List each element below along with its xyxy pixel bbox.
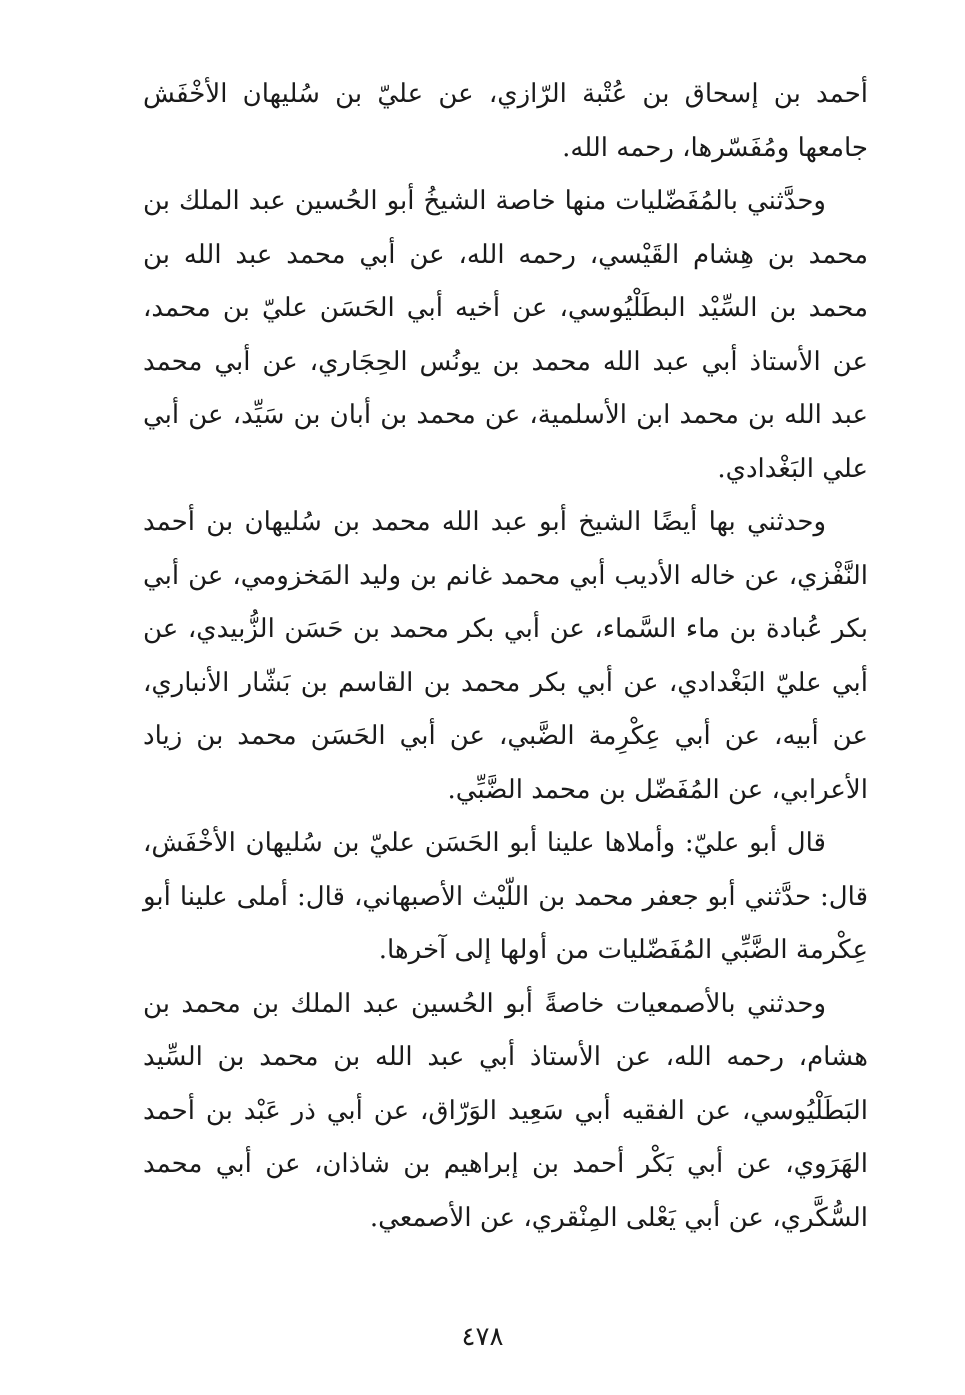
body-text <box>143 68 868 1245</box>
paragraph-4: قال أبو عليّ: وأملاها علينا أبو الحَسَن عليّ بن سُليهان الأخْفَش، قال: حدَّثني أبو جعفر محمد بن اللّيْث الأصبهاني، قال: أملى علينا أبو عِكْرمة الضَّبِّي المُفَضّليات من أولها إلى آخرها. <box>143 828 868 965</box>
paragraph-2: وحدَّثني بالمُفَضّليات منها خاصة الشيخُ أبو الحُسين عبد الملك بن محمد بن هِشام القَيْسي، رحمه الله، عن أبي محمد عبد الله بن محمد بن السِّيْد البطَلْيُوسي، عن أخيه أبي الحَسَن عليّ بن محمد، عن الأستاذ أبي عبد الله محمد بن يونُس الحِجَاري، عن أبي محمد عبد الله بن محمد ابن الأسلمية، عن محمد بن أبان بن سَيِّد، عن أبي علي البَغْدادي. <box>143 186 868 484</box>
page-number: ٤٧٨ <box>461 1322 504 1352</box>
paragraph-1: أحمد بن إسحاق بن عُتْبة الرّازي، عن عليّ بن سُليهان الأخْفَش جامعها ومُفَسّرها، رحمه الله. <box>143 79 868 163</box>
paragraph-5: وحدثني بالأصمعيات خاصةً أبو الحُسين عبد الملك بن محمد بن هشام، رحمه الله، عن الأستاذ أبي عبد الله بن محمد بن السِّيد البَطَلْيُوسي، عن الفقيه أبي سَعِيد الوَرّاق، عن أبي ذر عَبْد بن أحمد الهَرَوي، عن أبي بَكْر أحمد بن إبراهيم بن شاذان، عن أبي محمد السُّكَّري، عن أبي يَعْلى المِنْقري، عن الأصمعي. <box>143 988 868 1233</box>
paragraph-3: وحدثني بها أيضًا الشيخ أبو عبد الله محمد بن سُليهان بن أحمد النَّفْزي، عن خاله الأديب أبي محمد غانم بن وليد المَخزومي، عن أبي بكر عُبادة بن ماء السَّماء، عن أبي بكر محمد بن حَسَن الزُّبيدي، عن أبي عليّ البَغْدادي، عن أبي بكر محمد بن القاسم بن بَشّار الأنباري، عن أبيه، عن أبي عِكْرِمة الضَّبي، عن أبي الحَسَن محمد بن زياد الأعرابي، عن المُفَضّل بن محمد الضَّبِّي. <box>143 507 868 805</box>
